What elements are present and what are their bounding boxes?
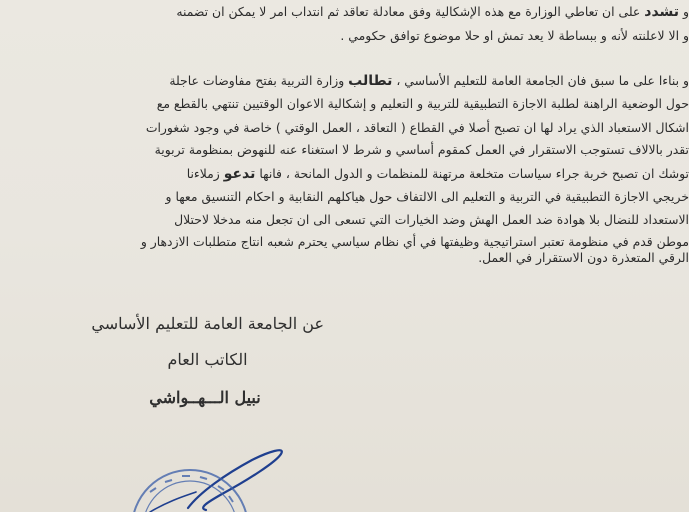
text-line: الرقي المتعذرة دون الاستقرار في العمل. xyxy=(478,250,689,265)
text-line: توشك ان تصبح خربة جراء سياسات متخلعة مرتهنة للمنظمات و الدول المانحة ، فانها تدعو زملاءنا xyxy=(186,166,689,182)
signatory-name: نبيل الـــهــواشي xyxy=(149,388,261,407)
text-line: اشكال الاستعباد الذي يراد لها ان تصبح أصلا في القطاع ( التعاقد ، العمل الوقتي ) خاصة في وجود شغورات xyxy=(145,120,689,135)
text-line: تقدر بالالاف تستوجب الاستقرار في العمل كمقوم أساسي و شرط لا استغناء عنه للنهوض بمنظومة تربوية xyxy=(154,142,689,157)
signatory-title: الكاتب العام xyxy=(167,350,248,369)
text-line: و تشدد على ان تعاطي الوزارة مع هذه الإشكالية وفق معادلة تعاقد ثم انتداب امر لا يمكن ان تضمنه xyxy=(176,4,689,20)
text-line: الاستعداد للنضال بلا هوادة ضد العمل الهش وضد الخيارات التي تسعى الى ان تجعل منه مدخلا لاحتلال xyxy=(174,212,689,227)
text-line: حول الوضعية الراهنة لطلبة الاجازة التطبيقية للتربية و التعليم و إشكالية الاعوان الوقتيين تنتهي بالقطع مع xyxy=(156,96,689,111)
emphasis-word: تشدد xyxy=(644,4,680,20)
emphasis-word: تدعو xyxy=(223,166,256,182)
signatory-organization: عن الجامعة العامة للتعليم الأساسي xyxy=(91,314,324,333)
text-line: و الا لاعلنته لأنه و ببساطة لا يعد تمش او حلا موضوع توافق حكومي . xyxy=(340,28,689,43)
text-line: و بناءا على ما سبق فان الجامعة العامة للتعليم الأساسي ، تطالب وزارة التربية بفتح مفاوضات عاجلة xyxy=(169,73,689,89)
text-line: خريجي الاجازة التطبيقية في التربية و التعليم الى الالتفاف حول هياكلهم النقابية و احكام التنسيق معها و xyxy=(165,189,689,204)
emphasis-word: تطالب xyxy=(348,73,393,89)
text-line: موطن قدم في منظومة تعتبر استراتيجية وظيفتها في أي نظام سياسي يحترم شعبه انتاج متطلبات الازدهار و xyxy=(140,234,689,249)
